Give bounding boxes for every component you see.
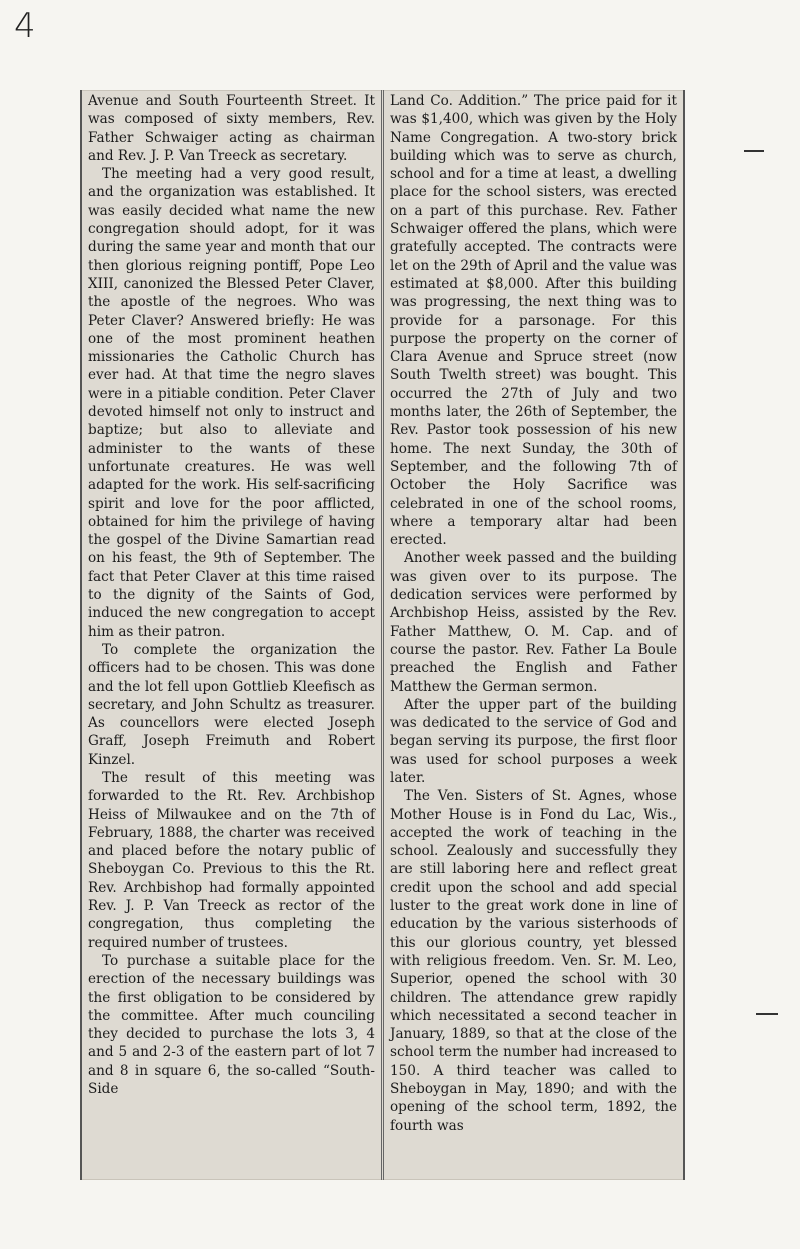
right-column-paragraph: Land Co. Addition.” The price paid for it was $1,400, which was given by the Holy Name Congregation. A two-story brick building which was to serve as church, school and for a time at least, a dwelling place for the school sisters, was erected on a part of this purchase. Rev. Father Schwaiger offered the plans, which were gratefully accepted. The contracts were let on the 29th of April and the value was estimated at $8,000. After this building was progressing, the next thing was to provide for a parsonage. For this purpose the property on the corner of Clara Avenue and Spruce street (now South Twelth street) was bought. This occurred the 27th of July and two months later, the 26th of September, the Rev. Pastor took possession of his new home. The next Sunday, the 30th of September, and the following 7th of October the Holy Sacrifice was celebrated in one of the school rooms, where a temporary altar had been erected.: [390, 93, 677, 549]
right-column-paragraph: Another week passed and the building was given over to its purpose. The dedication services were performed by Archbishop Heiss, assisted by the Rev. Father Matthew, O. M. Cap. and of course the pastor. Rev. Father La Boule preached the English and Father Matthew the German sermon.: [390, 550, 677, 695]
margin-mark-bottom: [756, 1013, 778, 1015]
left-column: [80, 90, 382, 1180]
left-column-paragraph: The result of this meeting was forwarded to the Rt. Rev. Archbishop Heiss of Milwaukee and on the 7th of February, 1888, the charter was received and placed before the notary public of Sheboygan Co. Previous to this the Rt. Rev. Archbishop had formally appointed Rev. J. P. Van Treeck as rector of the congregation, thus completing the required number of trustees.: [88, 769, 375, 951]
left-column-paragraph: To purchase a suitable place for the erection of the necessary buildings was the first obligation to be considered by the committee. After much counciling they decided to purchase the lots 3, 4 and 5 and 2-3 of the eastern part of lot 7 and 8 in square 6, the so-called “South-Side: [88, 952, 375, 1098]
left-column-paragraph: The meeting had a very good result, and the organization was established. It was easily decided what name the new congregation should adopt, for it was during the same year and month that our then glorious reigning pontiff, Pope Leo XIII, canonized the Blessed Peter Claver, the apostle of the negroes. Who was Peter Claver? Answered briefly: He was one of the most prominent heathen missionaries the Catholic Church has ever had. At that time the negro slaves were in a pitiable condition. Peter Claver devoted himself not only to instruct and baptize; but also to alleviate and administer to the wants of these unfortunate creatures. He was well adapted for the work. His self-sacrificing spirit and love for the poor afflicted, obtained for him the privilege of having the gospel of the Divine Samartian read on his feast, the 9th of September. The fact that Peter Claver at this time raised to the dignity of the Saints of God, induced the new congregation to accept him as their patron.: [88, 166, 375, 640]
left-column-paragraph: To complete the organization the officers had to be chosen. This was done and the lot fell upon Gottlieb Kleefisch as secretary, and John Schultz as treasurer. As councellors were elected Joseph Graff, Joseph Freimuth and Robert Kinzel.: [88, 641, 375, 768]
margin-mark-top: [744, 150, 764, 152]
right-column-paragraph: The Ven. Sisters of St. Agnes, whose Mother House is in Fond du Lac, Wis., accepted the work of teaching in the school. Zealously and successfully they are still laboring here and reflect great credit upon the school and add special luster to the great work done in line of education by the various sisterhoods of this our glorious country, yet blessed with religious freedom. Ven. Sr. M. Leo, Superior, opened the school with 30 children. The attendance grew rapidly which necessitated a second teacher in January, 1889, so that at the close of the school term the number had increased to 150. A third teacher was called to Sheboygan in May, 1890; and with the opening of the school term, 1892, the fourth was: [390, 788, 677, 1134]
newspaper-clipping: [80, 90, 685, 1180]
right-column: [383, 90, 685, 1180]
right-column-paragraph: After the upper part of the building was dedicated to the service of God and began serving its purpose, the first floor was used for school purposes a week later.: [390, 696, 677, 786]
page-number: 4: [14, 6, 36, 46]
left-column-paragraph: Avenue and South Fourteenth Street. It was composed of sixty members, Rev. Father Schwaiger acting as chairman and Rev. J. P. Van Treeck as secretary.: [88, 93, 375, 164]
